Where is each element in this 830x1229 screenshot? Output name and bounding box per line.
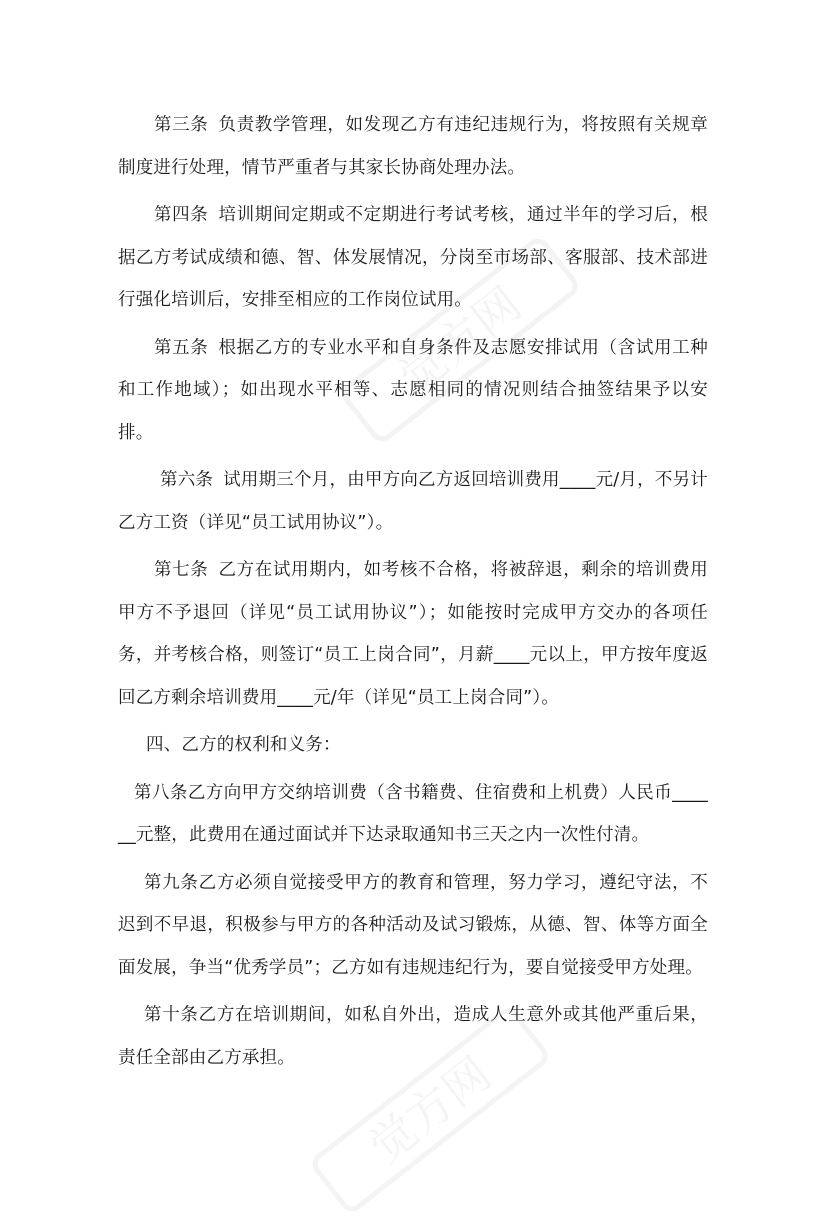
article-text: 试用期三个月，由甲方向乙方返回培训费用____元/月，不另计乙方工资（详见“员工试用协议”）。 xyxy=(118,470,708,533)
section-heading xyxy=(118,724,708,767)
article-text: 第八条乙方向甲方交纳培训费（含书籍费、住宿费和上机费）人民币______元整，此费用在通过面试并下达录取通知书三天之内一次性付清。 xyxy=(118,782,708,845)
article-8-paragraph xyxy=(118,772,708,857)
article-4-paragraph xyxy=(118,194,708,322)
article-6-paragraph xyxy=(118,459,708,544)
article-3-paragraph xyxy=(118,104,708,189)
article-label: 第五条 xyxy=(154,337,209,358)
article-label: 第七条 xyxy=(154,560,209,580)
watermark-text: 觉方网 xyxy=(389,276,531,404)
document-body xyxy=(118,104,708,1084)
article-label: 第六条 xyxy=(160,470,214,490)
article-10-paragraph xyxy=(118,994,708,1079)
article-text: 负责教学管理，如发现乙方有违纪违规行为，将按照有关规章制度进行处理，情节严重者与其家长协商处理办法。 xyxy=(118,115,708,178)
article-text: 乙方在试用期内，如考核不合格，将被辞退，剩余的培训费用甲方不予退回（详见“员工试用协议”）；如能按时完成甲方交办的各项任务，并考核合格，则签订“员工上岗合同”，月薪____元以上，甲方按年度返回乙方剩余培训费用____元/年（详见“员工上岗合同”）。 xyxy=(118,560,708,708)
article-7-paragraph xyxy=(118,549,708,719)
article-text: 第九条乙方必须自觉接受甲方的教育和管理，努力学习，遵纪守法，不迟到不早退，积极参与甲方的各种活动及试习锻炼，从德、智、体等方面全面发展，争当“优秀学员”；乙方如有违规违纪行为，要自觉接受甲方处理。 xyxy=(118,872,708,978)
article-text: 培训期间定期或不定期进行考试考核，通过半年的学习后，根据乙方考试成绩和德、智、体发展情况，分岗至市场部、客服部、技术部进行强化培训后，安排至相应的工作岗位试用。 xyxy=(118,205,708,310)
section-heading-text: 四、乙方的权利和义务： xyxy=(146,735,341,755)
article-9-paragraph xyxy=(118,862,708,990)
article-text: 第十条乙方在培训期间，如私自外出，造成人生意外或其他严重后果，责任全部由乙方承担。 xyxy=(118,1005,708,1068)
article-label: 第三条 xyxy=(154,115,209,135)
article-text: 根据乙方的专业水平和自身条件及志愿安排试用（含试用工种和工作地域）；如出现水平相等、志愿相同的情况则结合抽签结果予以安排。 xyxy=(118,337,708,443)
article-label: 第四条 xyxy=(154,205,209,225)
watermark-text-bottom: 觉方网 xyxy=(359,1046,501,1174)
article-5-paragraph xyxy=(118,327,708,455)
